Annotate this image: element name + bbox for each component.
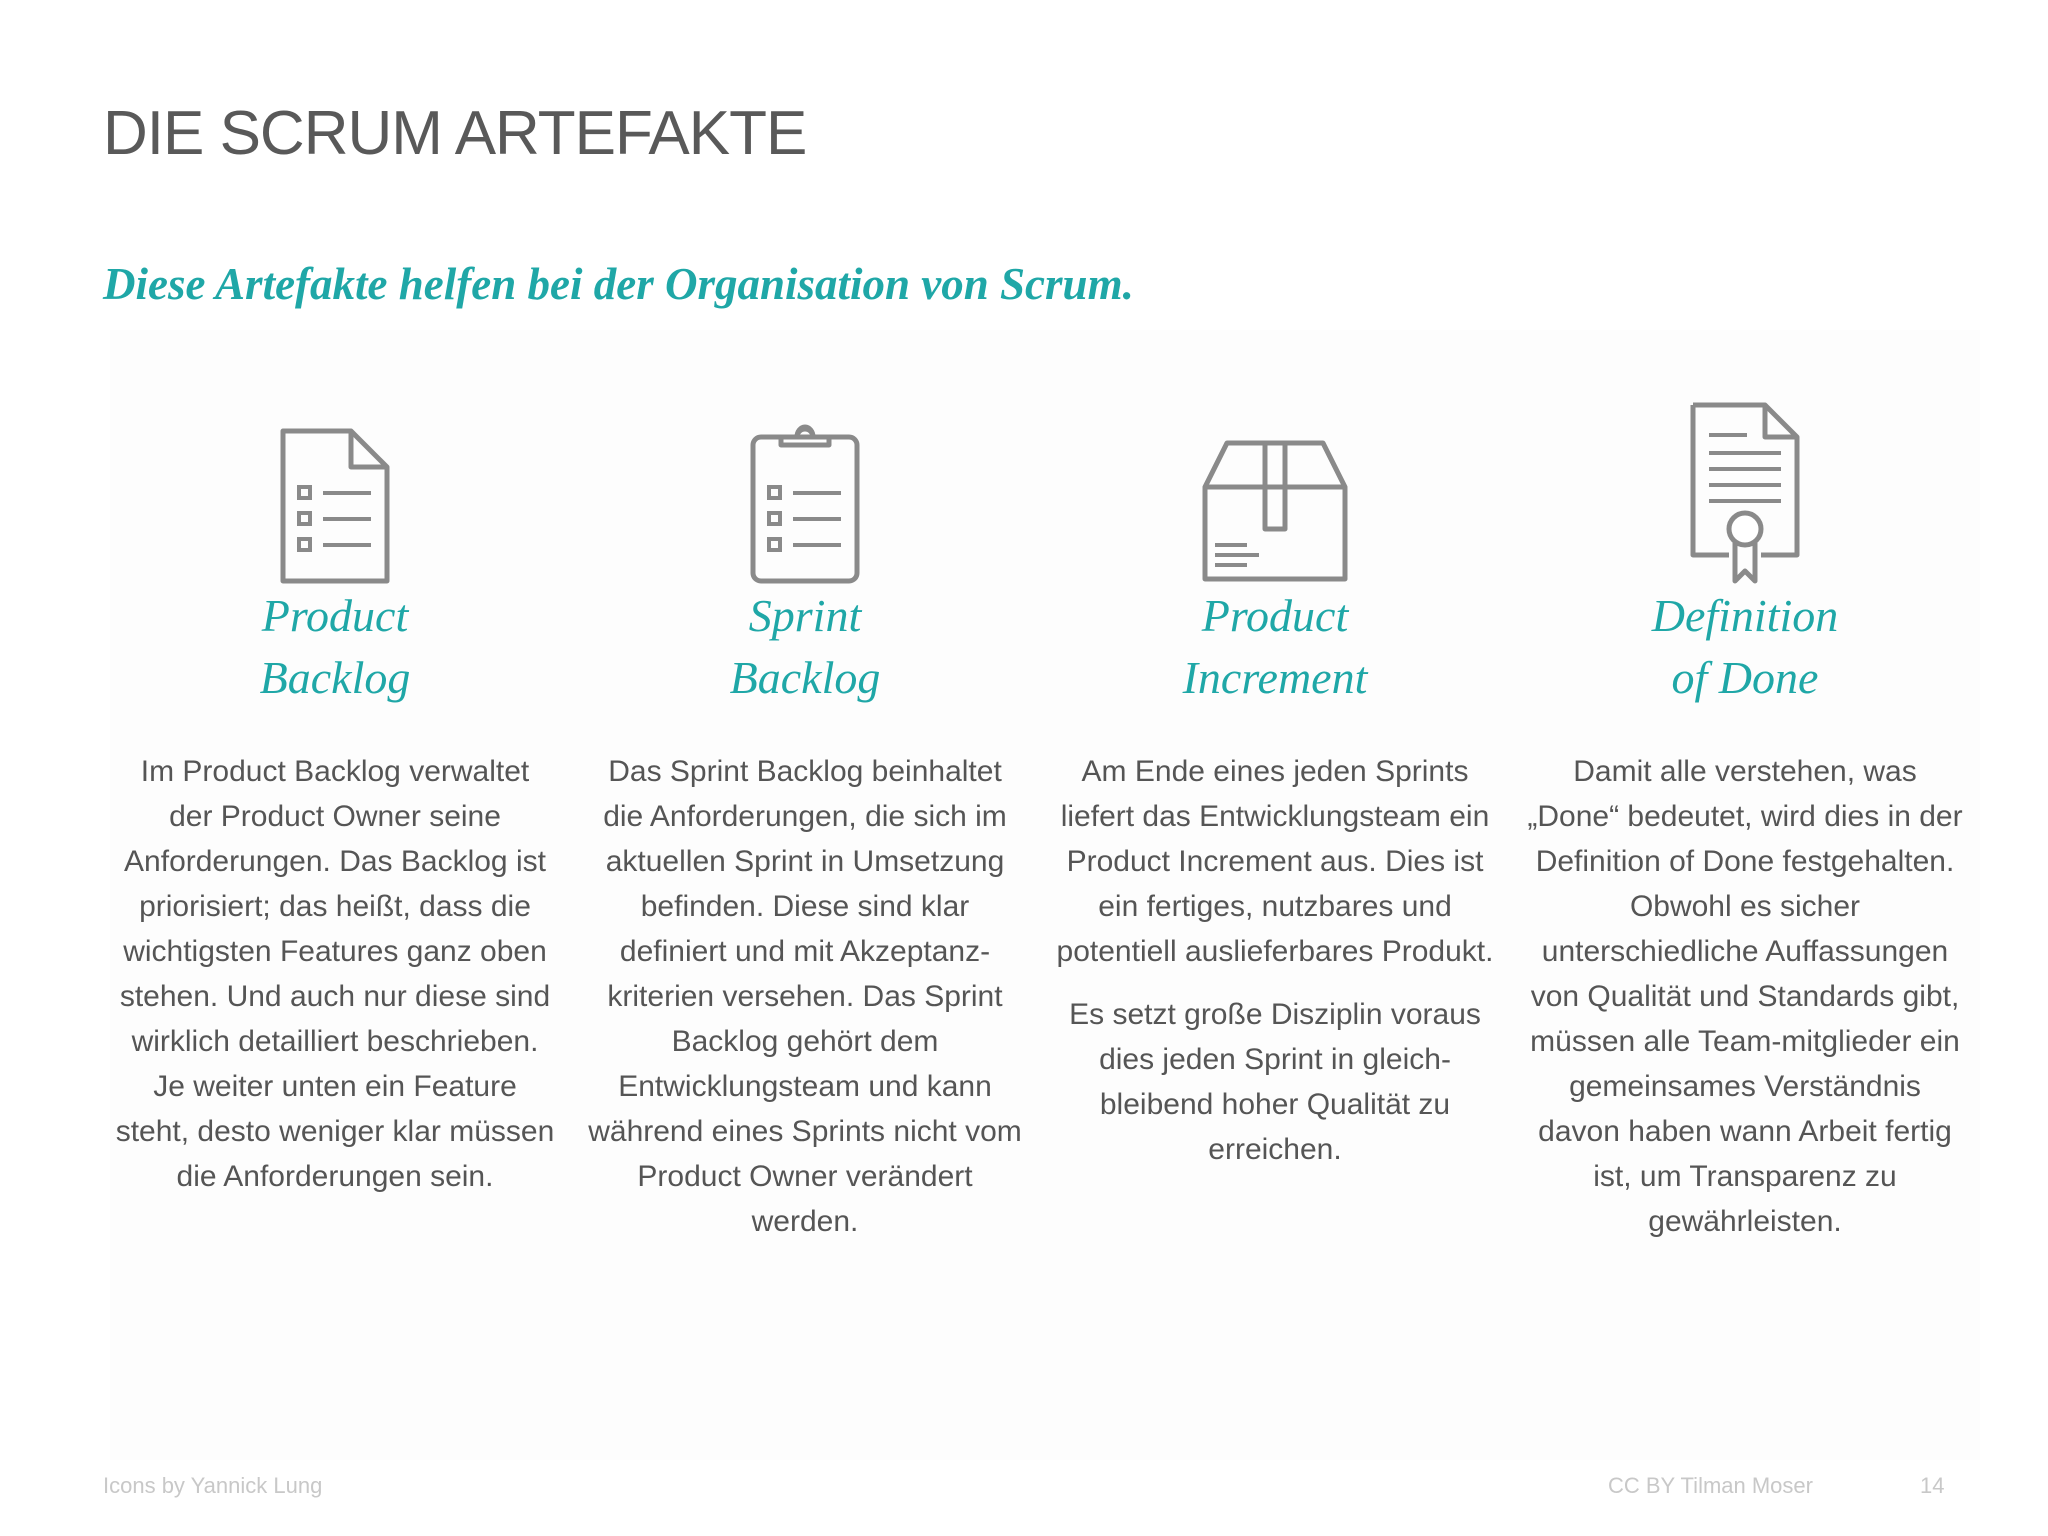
package-box-icon bbox=[1190, 395, 1360, 585]
artifact-description: Am Ende eines jeden Sprints liefert das Entwicklungsteam ein Product Increment aus. Dies ist ein fertiges, nutzbares und potentiell auslieferbares Produkt. Es setzt große Disziplin voraus dies jeden Sprint in gleich-bleibend hoher Qualität zu erreichen. bbox=[1056, 755, 1494, 1166]
artifact-description: Damit alle verstehen, was „Done“ bedeutet, wird dies in der Definition of Done festgehalten. Obwohl es sicher unterschiedliche Auffassungen von Qualität und Standards gibt, müssen alle Team-mitglieder ein gemeinsames Verständnis davon haben wann Arbeit fertig ist, um Transparenz zu gewährleisten. bbox=[1527, 755, 1963, 1238]
clipboard-checklist-icon bbox=[720, 395, 890, 585]
document-checklist-icon bbox=[250, 395, 420, 585]
artifact-description: Das Sprint Backlog beinhaltet die Anforderungen, die sich im aktuellen Sprint in Umsetzung befinden. Diese sind klar definiert und mit Akzeptanz-kriterien versehen. Das Sprint Backlog gehört dem Entwicklungsteam und kann während eines Sprints nicht vom Product Owner verändert werden. bbox=[588, 755, 1022, 1238]
license-note: CC BY Tilman Moser bbox=[1608, 1473, 1813, 1498]
artifact-title: Product Increment bbox=[1182, 590, 1368, 703]
page-number: 14 bbox=[1920, 1473, 1945, 1498]
artifact-product-increment bbox=[1040, 395, 1510, 1244]
artifact-title: Product Backlog bbox=[259, 590, 411, 703]
artifact-sprint-backlog bbox=[570, 395, 1040, 1244]
artifact-product-backlog bbox=[100, 395, 570, 1244]
artifact-columns bbox=[100, 395, 1980, 1244]
artifact-definition-of-done bbox=[1510, 395, 1980, 1244]
artifact-title: Sprint Backlog bbox=[729, 590, 881, 703]
slide-title: DIE SCRUM ARTEFAKTE bbox=[103, 99, 807, 168]
artifact-title: Definition of Done bbox=[1651, 590, 1839, 703]
artifact-description: Im Product Backlog verwaltet der Product Owner seine Anforderungen. Das Backlog ist priorisiert; das heißt, dass die wichtigsten Features ganz oben stehen. Und auch nur diese sind wirklich detailliert beschrieben. Je weiter unten ein Feature steht, desto weniger klar müssen die Anforderungen sein. bbox=[115, 755, 555, 1193]
slide-subtitle: Diese Artefakte helfen bei der Organisation von Scrum. bbox=[103, 259, 1134, 309]
certificate-icon bbox=[1660, 395, 1830, 585]
icon-credit: Icons by Yannick Lung bbox=[103, 1473, 323, 1498]
